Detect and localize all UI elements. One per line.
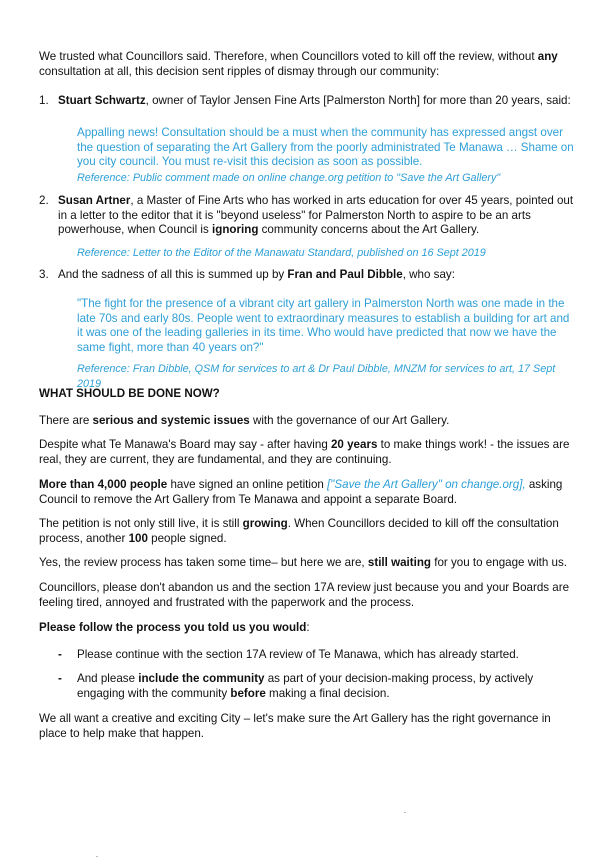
item-2-text: Susan Artner, a Master of Fine Arts who has worked in arts education for over 45 years, pointed out in a letter to the editor that it is "beyond useless" for Palmerston North to aspire to be an arts powerhouse, when Council is ignoring community concerns about the Art Gallery. <box>58 194 574 237</box>
item-3-reference: Reference: Fran Dibble, QSM for services to art & Dr Paul Dibble, MNZM for services to art, 17 Sept 2019 <box>77 363 556 390</box>
paragraph-serious-issues: There are serious and systemic issues with the governance of our Art Gallery. <box>39 414 450 427</box>
item-3-text: And the sadness of all this is summed up by Fran and Paul Dibble, who say: <box>58 268 455 281</box>
item-2-number: 2. <box>39 194 49 207</box>
section-heading: WHAT SHOULD BE DONE NOW? <box>39 387 220 400</box>
item-1-number: 1. <box>39 94 49 107</box>
bullet-2-dash: - <box>58 672 62 685</box>
paragraph-growing: The petition is not only still live, it is still growing. When Councillors decided to kill off the consultation process, another 100 people signed. <box>39 517 559 545</box>
petition-link[interactable]: ["Save the Art Gallery" on change.org], <box>327 478 526 491</box>
closing-paragraph: We all want a creative and exciting City – let's make sure the Art Gallery has the right governance in place to help make that happen. <box>39 712 551 740</box>
item-3-quote: "The fight for the presence of a vibrant city art gallery in Palmerston North was one made in the late 70s and early 80s. People went to extraordinary measures to establish a building for art and it was one of the leading galleries in its time. Who would have predicted that now we have the same fight, more than 40 years on?" <box>77 297 570 354</box>
bullet-1-text: Please continue with the section 17A review of Te Manawa, which has already started. <box>77 648 519 661</box>
item-1-text: Stuart Schwartz, owner of Taylor Jensen Fine Arts [Palmerston North] for more than 20 years, said: <box>58 94 571 107</box>
item-1-quote: Appalling news! Consultation should be a must when the community has expressed angst over the question of separating the Art Gallery from the poorly administrated Te Manawa … Shame on you city council. You must re-visit this decision as soon as possible. <box>77 126 574 169</box>
paragraph-dont-abandon: Councillors, please don't abandon us and the section 17A review just because you and your Boards are feeling tired, annoyed and frustrated with the paperwork and the process. <box>39 581 570 609</box>
paragraph-twenty-years: Despite what Te Manawa's Board may say - after having 20 years to make things work! - the issues are real, they are current, they are fundamental, and they are continuing. <box>39 438 570 466</box>
paragraph-petition: More than 4,000 people have signed an online petition ["Save the Art Gallery" on change.org], asking Council to remove the Art Gallery from Te Manawa and appoint a separate Board. <box>39 478 563 506</box>
scan-speck <box>404 812 406 813</box>
scan-speck <box>96 856 98 857</box>
item-2-reference: Reference: Letter to the Editor of the Manawatu Standard, published on 16 Sept 2019 <box>77 247 486 259</box>
bullet-1-dash: - <box>58 648 62 661</box>
item-3-number: 3. <box>39 268 49 281</box>
intro-paragraph: We trusted what Councillors said. Therefore, when Councillors voted to kill off the review, without any consultation at all, this decision sent ripples of dismay through our community: <box>39 50 558 78</box>
paragraph-follow-process: Please follow the process you told us you would: <box>39 621 310 634</box>
item-1-reference: Reference: Public comment made on online change.org petition to "Save the Art Gallery" <box>77 172 501 184</box>
paragraph-still-waiting: Yes, the review process has taken some time– but here we are, still waiting for you to engage with us. <box>39 556 568 569</box>
bullet-2-text: And please include the community as part of your decision-making process, by actively engaging with the community before making a final decision. <box>77 672 534 700</box>
